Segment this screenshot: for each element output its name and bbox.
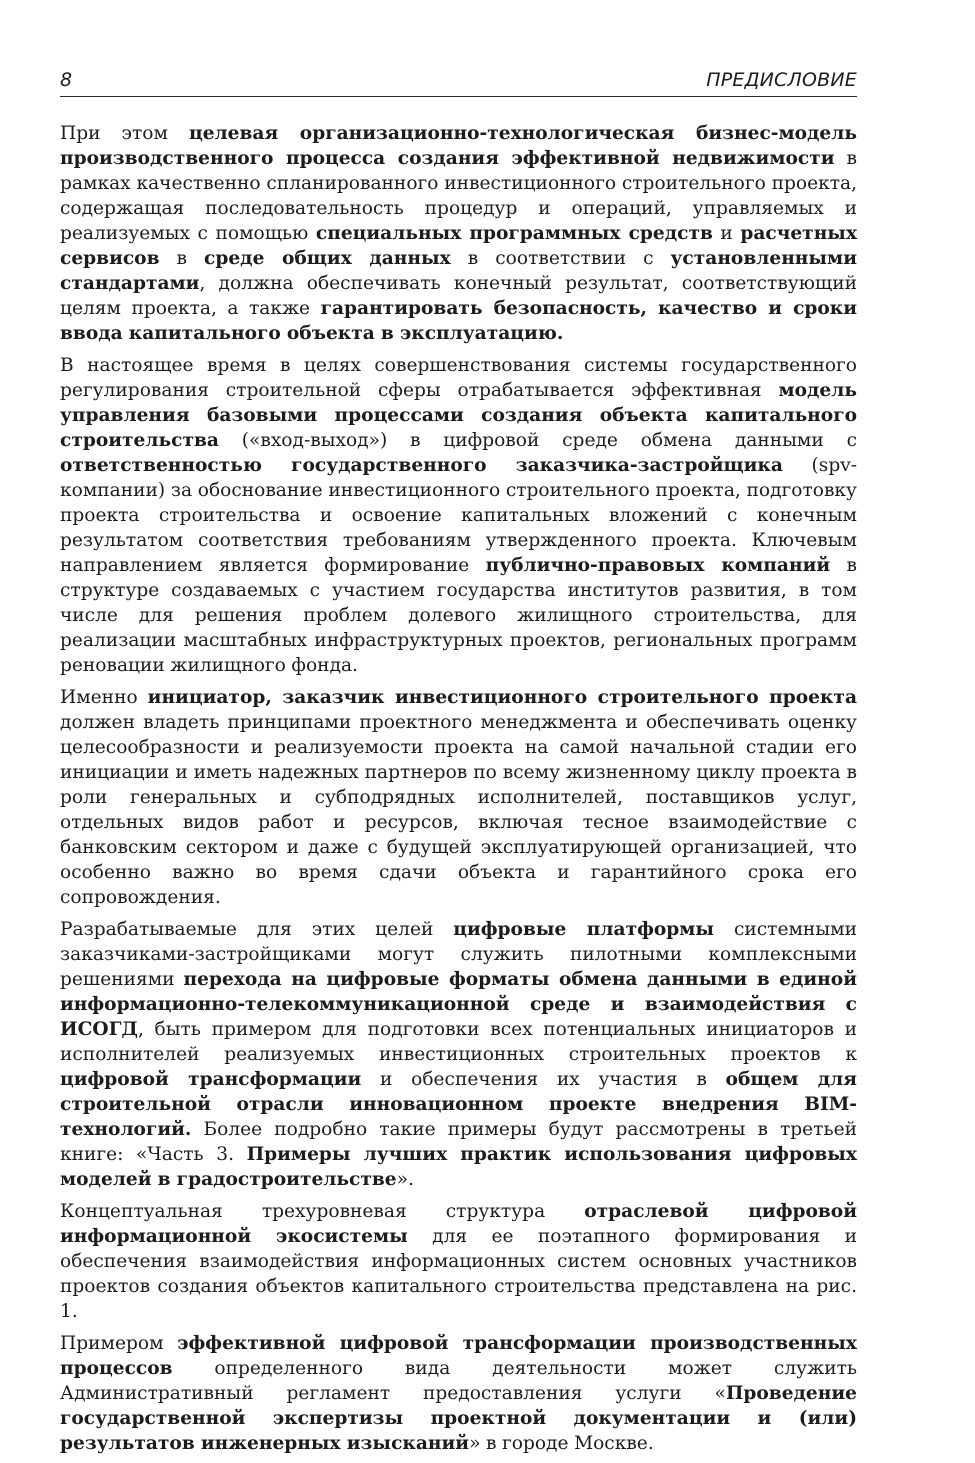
text-run: При этом [60,123,189,144]
emphasis-run: общем для строительной отрасли инновационном проекте внедрения BIM-технологий. [60,1069,857,1140]
text-run: Примером [60,1333,178,1354]
text-run: («вход-выход») в цифровой среде обмена данными с [218,430,857,451]
text-run: Именно [60,687,148,708]
text-run: в [159,248,205,269]
emphasis-run: отраслевой цифровой информационной экосистемы [60,1201,857,1247]
emphasis-run: цифровые платформы [453,919,715,940]
text-run: Более подробно такие примеры будут рассмотрены в третьей книге: «Часть 3. [60,1119,857,1165]
text-run: и обеспечения их участия в [361,1069,726,1090]
text-run: В настоящее время в целях совершенствования системы государственного регулирования строительной сферы отрабатывается эффективная [60,355,857,401]
page-number: 8 [60,69,73,91]
paragraph [60,917,857,1192]
section-title: ПРЕДИСЛОВИЕ [706,69,857,91]
text-run: в рамках качественно спланированного инвестиционного строительного проекта, содержащая последовательность процедур и операций, управляемых и реализуемых с помощью [60,148,857,244]
body-text [60,121,857,1463]
emphasis-run: инициатор, заказчик инвестиционного строительного проекта [147,687,857,708]
emphasis-run: расчетных сервисов [60,223,858,269]
emphasis-run: специальных программных средств [315,223,713,244]
emphasis-run: среде общих данных [204,248,451,269]
emphasis-run: ответственностью государственного заказчика-застройщика [60,455,783,476]
text-run: (spv-компании) за обоснование инвестиционного строительного проекта, подготовку проекта строительства и освоение капитальных вложений с конечным результатом соответствия требованиям утвержденного проекта. Ключевым направлением является формирование [60,455,858,576]
emphasis-run: перехода на цифровые форматы обмена данными в единой информационно-телекоммуникационной среде и взаимодействия с ИСОГД [60,969,857,1040]
text-run: , должна обеспечивать конечный результат, соответствующий целям проекта, а также [60,273,857,319]
text-run: определенного вида деятельности может служить Административный регламент предоставления услуги « [60,1358,857,1404]
text-run: системными заказчиками-застройщиками могут служить пилотными комплексными решениями [60,919,857,990]
text-run: » в городе Москве. [469,1433,654,1454]
text-run: для ее поэтапного формирования и обеспечения взаимодействия информационных систем основных участников проектов создания объектов капитального строительства представлена на рис. 1. [60,1226,857,1322]
text-run: ». [396,1169,414,1190]
text-run: в структуре создаваемых с участием государства институтов развития, в том числе для решения проблем долевого жилищного строительства, для реализации масштабных инфраструктурных проектов, региональных программ реновации жилищного фонда. [60,555,858,676]
text-run: , быть примером для подготовки всех потенциальных инициаторов и исполнителей реализуемых инвестиционных строительных проектов к [60,1019,857,1065]
emphasis-run: публично-правовых компаний [485,555,831,576]
emphasis-run: целевая организационно-технологическая бизнес-модель производственного процесса создания эффективной недвижимости [60,123,857,169]
emphasis-run: установленными стандартами [60,248,857,294]
paragraph [60,121,857,346]
emphasis-run: эффективной цифровой трансформации производственных процессов [60,1333,857,1379]
paragraph [60,1199,857,1324]
paragraph [60,685,857,910]
emphasis-run: гарантировать безопасность, качество и сроки ввода капитального объекта в эксплуатацию. [60,298,858,344]
running-header [60,68,857,97]
text-run: Разрабатываемые для этих целей [60,919,454,940]
emphasis-run: модель управления базовыми процессами создания объекта капитального строительства [60,380,857,451]
text-run: и [712,223,741,244]
text-run: в соответствии с [450,248,671,269]
text-run: Концептуальная трехуровневая структура [60,1201,585,1222]
text-run: должен владеть принципами проектного менеджмента и обеспечивать оценку целесообразности и реализуемости проекта на самой начальной стадии его инициации и иметь надежных партнеров по всему жизненному циклу проекта в роли генеральных и субподрядных исполнителей, поставщиков услуг, отдельных видов работ и ресурсов, включая тесное взаимодействие с банковским сектором и даже с будущей эксплуатирующей организацией, что особенно важно во время сдачи объекта и гарантийного срока его сопровождения. [60,712,857,908]
paragraph [60,1331,857,1456]
emphasis-run: цифровой трансформации [60,1069,362,1090]
paragraph [60,353,857,678]
emphasis-run: Проведение государственной экспертизы проектной документации и (или) результатов инженерных изысканий [60,1383,857,1454]
emphasis-run: Примеры лучших практик использования цифровых моделей в градостроительстве [60,1144,857,1190]
